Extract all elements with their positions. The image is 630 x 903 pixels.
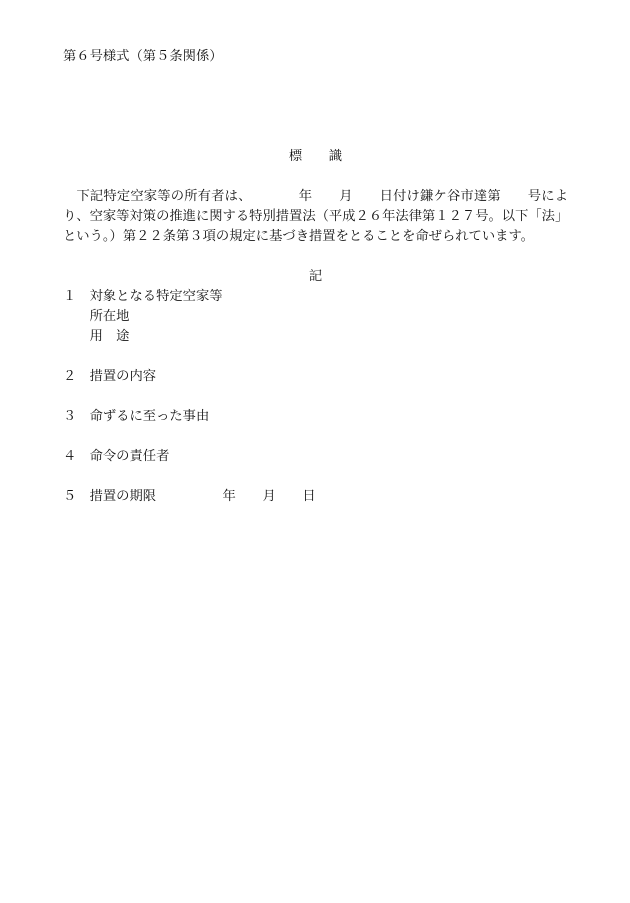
item-1-row [63,287,568,307]
body-line-1: 下記特定空家等の所有者は、 年 月 日付け鎌ケ谷市達第 号によ [63,189,568,204]
item-label: 命ずるに至った事由 [89,409,210,424]
item-2-row [63,367,568,387]
note-heading: 記 [308,269,323,284]
item-4-row [63,447,568,467]
item-number: ２ [63,369,77,384]
body-paragraph [63,187,568,247]
form-label: 第６号様式（第５条関係） [63,49,223,64]
item-number: ３ [63,409,77,424]
document-content [63,47,568,507]
item-label: 措置の期限 年 月 日 [89,489,316,504]
item-label: 対象となる特定空家等 [89,289,223,304]
item-list [63,287,568,507]
item-1 [63,287,568,347]
item-2 [63,367,568,387]
body-line-2: り、空家等対策の推進に関する特別措置法（平成２６年法律第１２７号。以下「法」 [63,209,569,224]
item-label: 命令の責任者 [89,449,170,464]
item-3 [63,407,568,427]
item-5 [63,487,568,507]
body-line-3: という。）第２２条第３項の規定に基づき措置をとることを命ぜられています。 [63,229,534,244]
item-number: １ [63,289,77,304]
item-number: ５ [63,489,77,504]
item-5-row [63,487,568,507]
sub-item-usage: 用 途 [89,329,130,344]
item-3-row [63,407,568,427]
sub-item-location: 所在地 [89,309,130,324]
document-title: 標 識 [288,149,343,164]
item-4 [63,447,568,467]
item-label: 措置の内容 [89,369,157,384]
item-number: ４ [63,449,77,464]
